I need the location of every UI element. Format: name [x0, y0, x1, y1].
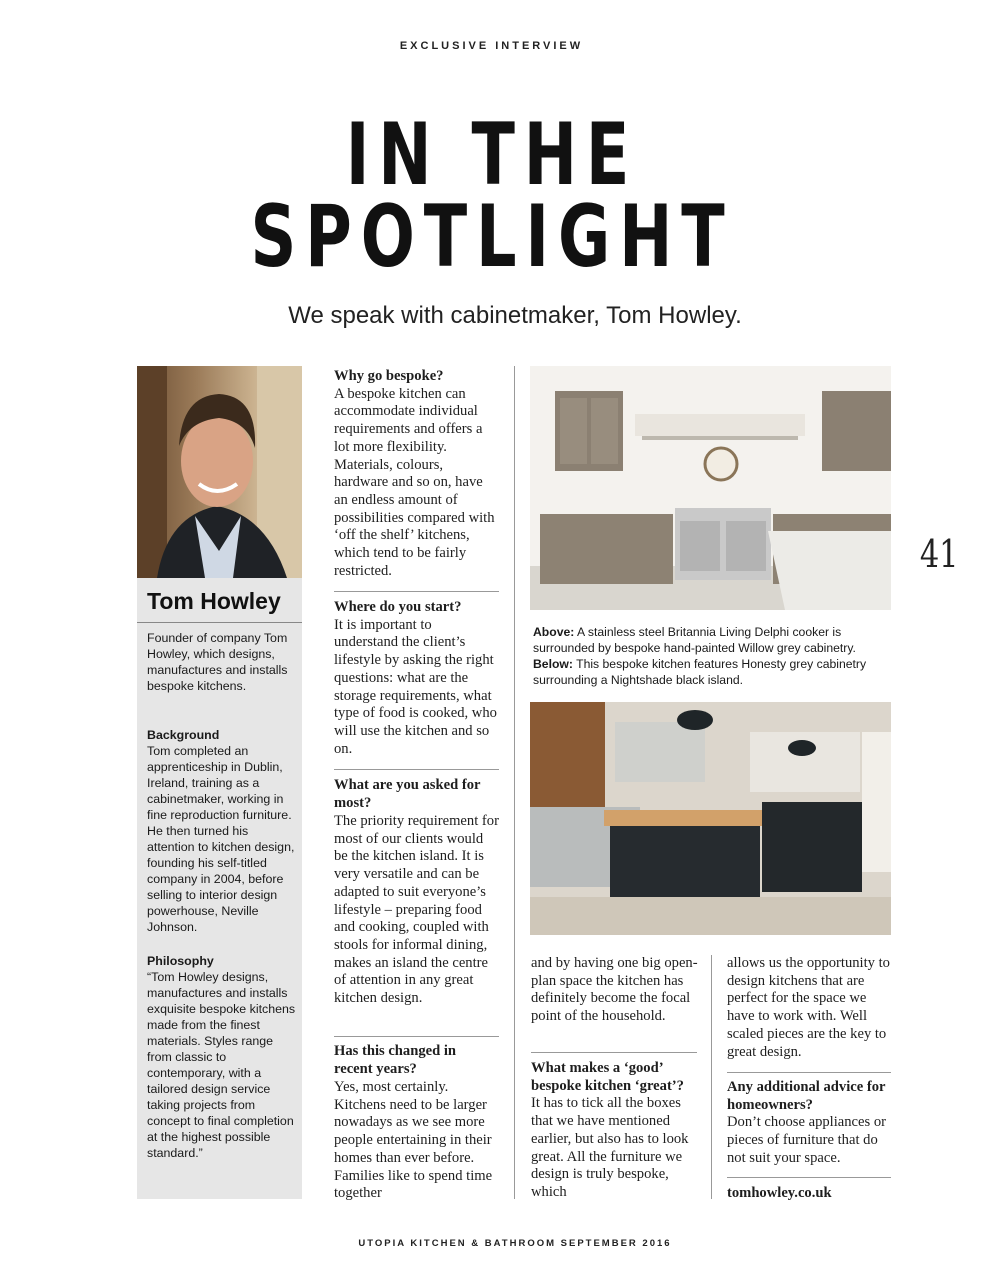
caption-above-label: Above:	[533, 625, 575, 639]
philosophy-heading: Philosophy	[147, 954, 214, 968]
question-heading: Any additional advice for homeowners?	[727, 1079, 886, 1113]
photo-caption	[533, 624, 891, 688]
section-kicker: EXCLUSIVE INTERVIEW	[399, 40, 584, 52]
divider	[727, 1072, 891, 1073]
philosophy-text: “Tom Howley designs, manufactures and installs exquisite bespoke kitchens made from the finest materials. Styles range from classic to contemporary, with a tailored design service taking projects from concept to final completion at the highest possible standard.”	[147, 970, 296, 1160]
headline-line-2: SPOTLIGHT	[250, 187, 734, 287]
qa-asked-most-answer	[334, 813, 499, 1008]
subtitle: We speak with cabinetmaker, Tom Howley.	[288, 302, 742, 329]
qa-additional-advice	[727, 1079, 892, 1168]
qa-changed	[334, 1043, 474, 1078]
qa-asked-most	[334, 777, 484, 812]
question-heading: Why go bespoke?	[334, 368, 444, 384]
qa-why-bespoke	[334, 368, 499, 580]
divider	[334, 769, 499, 770]
answer-text: Don’t choose appliances or pieces of furniture that do not suit your space.	[727, 1114, 886, 1166]
background-text: Tom completed an apprenticeship in Dublin, Ireland, training as a cabinetmaker, working in fine reproduction furniture. He then turned his attention to kitchen design, founding his self-titled company in 2004, before selling to interior design powerhouse, Neville Johnson.	[147, 744, 295, 934]
answer-text: It is important to understand the client’s lifestyle by asking the right questions: what are the storage requirements, what type of food is cooked, who will use the kitchen and so on.	[334, 616, 497, 757]
question-heading: Where do you start?	[334, 599, 462, 615]
column-rule	[711, 955, 712, 1199]
answer-text: It has to tick all the boxes that we have mentioned earlier, but also has to look great. All the furniture we design is truly bespoke, which	[531, 1095, 689, 1200]
divider	[334, 1036, 499, 1037]
portrait-photo	[137, 366, 302, 578]
column4-continued-text: allows us the opportunity to design kitchens that are perfect for the space we have to work with. Well scaled pieces are the key to great design.	[727, 955, 890, 1060]
footer-masthead: UTOPIA KITCHEN & BATHROOM SEPTEMBER 2016	[358, 1238, 672, 1249]
website-link[interactable]: tomhowley.co.uk	[727, 1185, 832, 1201]
caption-above-text: A stainless steel Britannia Living Delphi cooker is surrounded by bespoke hand-painted Willow grey cabinetry.	[533, 625, 856, 655]
profile-intro: Founder of company Tom Howley, which designs, manufactures and installs bespoke kitchens.	[147, 631, 288, 693]
answer-text: A bespoke kitchen can accommodate individual requirements and offers a lot more flexibility. Materials, colours, hardware and so on, have an endless amount of possibilities compared with ‘off the shelf’ kitchens, which tend to be fairly restricted.	[334, 385, 495, 579]
kitchen-island-photo	[530, 702, 891, 935]
divider	[727, 1177, 891, 1178]
answer-text: Yes, most certainly. Kitchens need to be larger nowadays as we see more people entertaining in their homes than ever before. Families like to spend time together	[334, 1079, 493, 1202]
background-heading: Background	[147, 728, 220, 742]
divider	[531, 1052, 697, 1053]
column3-continued-text: and by having one big open-plan space the kitchen has definitely become the focal point of the household.	[531, 955, 698, 1025]
answer-text: The priority requirement for most of our clients would be the kitchen island. It is very versatile and can be adapted to suit everyone’s lifestyle – preparing food and cooking, coupled with stools for informal dining, makes an island the centre of attention in any great kitchen design.	[334, 813, 499, 1007]
caption-below-label: Below:	[533, 657, 573, 671]
divider	[334, 591, 499, 592]
profile-sidebar	[137, 366, 302, 1199]
profile-name: Tom Howley	[147, 588, 281, 614]
column-rule	[514, 366, 515, 1199]
kitchen-cooker-photo	[530, 366, 891, 610]
qa-changed-answer	[334, 1079, 499, 1203]
qa-where-start	[334, 599, 499, 758]
qa-good-great	[531, 1060, 706, 1202]
question-heading: Has this changed in recent years?	[334, 1043, 457, 1077]
question-heading: What makes a ‘good’ bespoke kitchen ‘great’?	[531, 1060, 684, 1094]
question-heading: What are you asked for most?	[334, 777, 481, 811]
profile-divider	[137, 622, 302, 623]
page-number: 41	[919, 532, 959, 576]
headline-line-1: IN THE	[345, 105, 639, 205]
caption-below-text: This bespoke kitchen features Honesty grey cabinetry surrounding a Nightshade black island.	[533, 657, 867, 687]
